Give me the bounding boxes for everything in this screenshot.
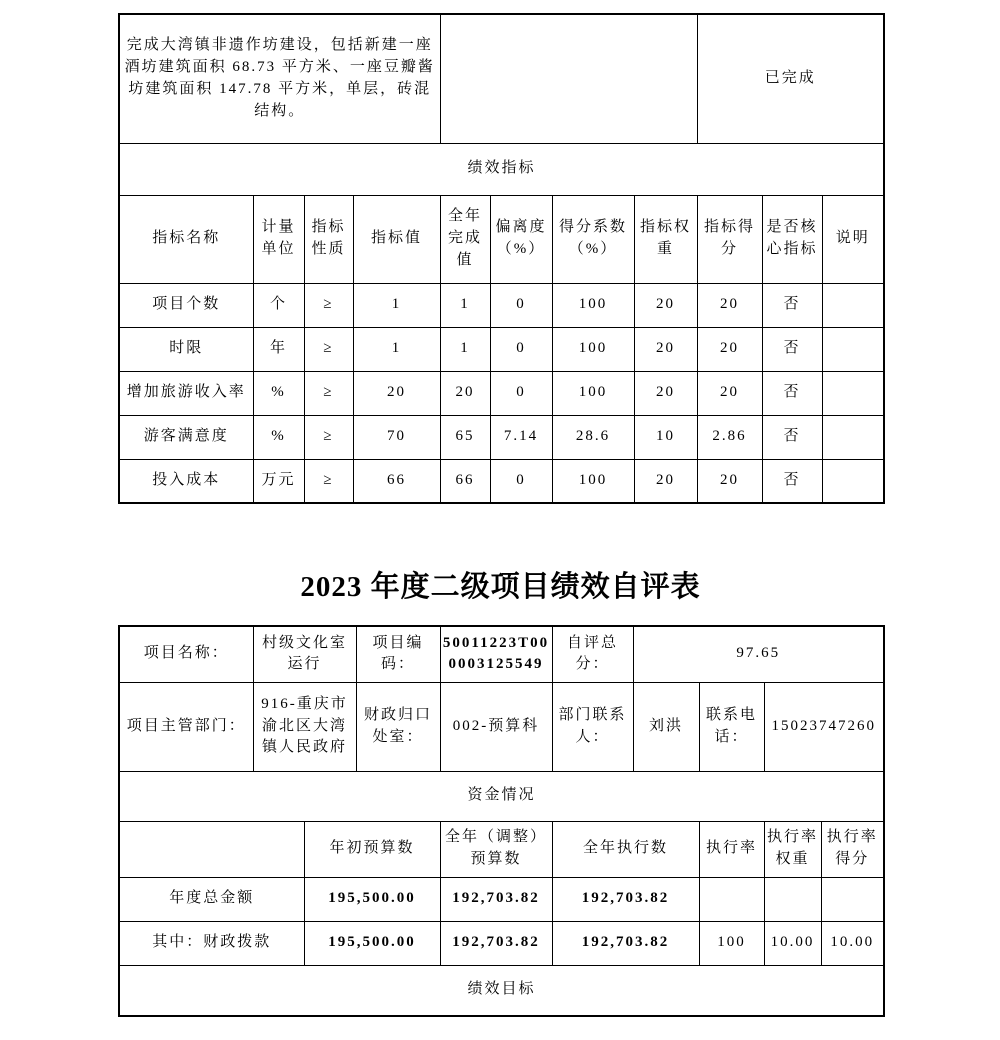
indicator-cell: ≥ — [304, 459, 353, 503]
funding-col-rate-score: 执行率得分 — [821, 821, 884, 877]
indicator-cell: 20 — [697, 459, 762, 503]
indicator-cell — [822, 371, 884, 415]
page-title: 2023 年度二级项目绩效自评表 — [300, 571, 701, 603]
indicator-cell: % — [253, 371, 304, 415]
self-score-label: 自评总分： — [552, 626, 633, 682]
indicator-cell: 100 — [552, 327, 634, 371]
indicator-cell: 28.6 — [552, 415, 634, 459]
funding-col-execution-rate: 执行率 — [699, 821, 764, 877]
indicator-cell: 0 — [490, 327, 552, 371]
indicator-cell: 66 — [353, 459, 440, 503]
col-nature: 指标性质 — [304, 195, 353, 283]
indicator-cell: 否 — [762, 371, 822, 415]
indicator-cell: 20 — [697, 371, 762, 415]
indicator-cell: 0 — [490, 283, 552, 327]
col-core-indicator: 是否核心指标 — [762, 195, 822, 283]
indicator-row — [119, 283, 884, 327]
indicator-cell: 20 — [634, 327, 697, 371]
funding-row-label: 其中：财政拨款 — [119, 921, 304, 965]
indicator-row — [119, 371, 884, 415]
indicator-name-cell: 时限 — [119, 327, 253, 371]
indicator-cell: 0 — [490, 459, 552, 503]
indicator-cell: 否 — [762, 283, 822, 327]
indicator-cell: 20 — [697, 327, 762, 371]
funding-col-initial-budget: 年初预算数 — [304, 821, 440, 877]
indicator-cell: 1 — [353, 283, 440, 327]
phone-label: 联系电话： — [699, 682, 764, 771]
funding-cell: 195,500.00 — [304, 877, 440, 921]
indicator-cell: ≥ — [304, 415, 353, 459]
performance-indicators-table — [118, 13, 885, 504]
funding-cell: 10.00 — [764, 921, 821, 965]
col-deviation: 偏离度（%） — [490, 195, 552, 283]
goal-section-header: 绩效目标 — [119, 965, 884, 1016]
phone-value: 15023747260 — [764, 682, 884, 771]
indicator-cell: 7.14 — [490, 415, 552, 459]
indicator-cell: 1 — [353, 327, 440, 371]
indicator-name-cell: 增加旅游收入率 — [119, 371, 253, 415]
indicator-cell: 20 — [353, 371, 440, 415]
indicator-row — [119, 459, 884, 503]
funding-row-label: 年度总金额 — [119, 877, 304, 921]
col-note: 说明 — [822, 195, 884, 283]
funding-cell — [699, 877, 764, 921]
funding-cell: 195,500.00 — [304, 921, 440, 965]
indicator-cell: 0 — [490, 371, 552, 415]
funding-cell: 192,703.82 — [440, 921, 552, 965]
funding-cell — [821, 877, 884, 921]
dept-label: 项目主管部门： — [119, 682, 253, 771]
indicator-cell: 否 — [762, 459, 822, 503]
funding-row-fiscal — [119, 921, 884, 965]
indicator-cell: 65 — [440, 415, 490, 459]
funding-cell: 192,703.82 — [440, 877, 552, 921]
col-target-value: 指标值 — [353, 195, 440, 283]
col-annual-value: 全年完成值 — [440, 195, 490, 283]
col-score: 指标得分 — [697, 195, 762, 283]
dept-value: 916-重庆市渝北区大湾镇人民政府 — [253, 682, 356, 771]
indicator-cell: 20 — [440, 371, 490, 415]
indicator-cell: 20 — [634, 283, 697, 327]
indicator-cell: ≥ — [304, 327, 353, 371]
indicator-cell: 10 — [634, 415, 697, 459]
document-page — [0, 13, 1000, 1017]
indicator-cell: 2.86 — [697, 415, 762, 459]
contact-value: 刘洪 — [633, 682, 699, 771]
completion-status-cell: 已完成 — [697, 14, 884, 143]
expected-goal-text-cell: 完成大湾镇非遗作坊建设，包括新建一座酒坊建筑面积 68.73 平方米、一座豆瓣酱坊建筑面积 147.78 平方米，单层，砖混结构。 — [119, 14, 440, 143]
indicator-cell: 66 — [440, 459, 490, 503]
funding-cell: 192,703.82 — [552, 877, 699, 921]
indicator-cell: 年 — [253, 327, 304, 371]
col-score-coefficient: 得分系数（%） — [552, 195, 634, 283]
funding-cell: 10.00 — [821, 921, 884, 965]
indicator-cell: 100 — [552, 371, 634, 415]
funding-cell: 100 — [699, 921, 764, 965]
funding-cell: 192,703.82 — [552, 921, 699, 965]
contact-label: 部门联系人： — [552, 682, 633, 771]
funding-col-executed: 全年执行数 — [552, 821, 699, 877]
indicator-cell: 20 — [697, 283, 762, 327]
funding-col-adjusted-budget: 全年（调整）预算数 — [440, 821, 552, 877]
indicator-cell: 万元 — [253, 459, 304, 503]
indicator-name-cell: 投入成本 — [119, 459, 253, 503]
project-code-label: 项目编码： — [356, 626, 440, 682]
indicator-name-cell: 游客满意度 — [119, 415, 253, 459]
indicator-cell — [822, 327, 884, 371]
finance-office-label: 财政归口处室： — [356, 682, 440, 771]
indicator-cell: 1 — [440, 327, 490, 371]
indicator-cell: 70 — [353, 415, 440, 459]
funding-cell — [764, 877, 821, 921]
indicator-cell: 否 — [762, 415, 822, 459]
indicator-cell: % — [253, 415, 304, 459]
col-weight: 指标权重 — [634, 195, 697, 283]
indicator-cell: 个 — [253, 283, 304, 327]
indicator-cell: ≥ — [304, 371, 353, 415]
indicator-cell: 1 — [440, 283, 490, 327]
project-name-label: 项目名称： — [119, 626, 253, 682]
indicator-cell: 20 — [634, 459, 697, 503]
project-code-value: 50011223T000003125549 — [440, 626, 552, 682]
indicator-cell — [822, 283, 884, 327]
indicator-cell: 100 — [552, 459, 634, 503]
funding-col-rowlabel — [119, 821, 304, 877]
indicator-row — [119, 415, 884, 459]
indicator-cell: 20 — [634, 371, 697, 415]
funding-section-header: 资金情况 — [119, 771, 884, 821]
indicator-cell — [822, 459, 884, 503]
funding-col-rate-weight: 执行率权重 — [764, 821, 821, 877]
indicator-row — [119, 327, 884, 371]
col-unit: 计量单位 — [253, 195, 304, 283]
project-name-value: 村级文化室运行 — [253, 626, 356, 682]
indicator-cell: ≥ — [304, 283, 353, 327]
funding-row-total — [119, 877, 884, 921]
col-indicator-name: 指标名称 — [119, 195, 253, 283]
indicator-name-cell: 项目个数 — [119, 283, 253, 327]
indicators-section-header: 绩效指标 — [119, 143, 884, 195]
indicator-cell: 否 — [762, 327, 822, 371]
actual-completion-cell — [440, 14, 697, 143]
indicator-cell: 100 — [552, 283, 634, 327]
project-self-eval-table — [118, 625, 885, 1017]
indicator-cell — [822, 415, 884, 459]
self-score-value: 97.65 — [633, 626, 884, 682]
finance-office-value: 002-预算科 — [440, 682, 552, 771]
